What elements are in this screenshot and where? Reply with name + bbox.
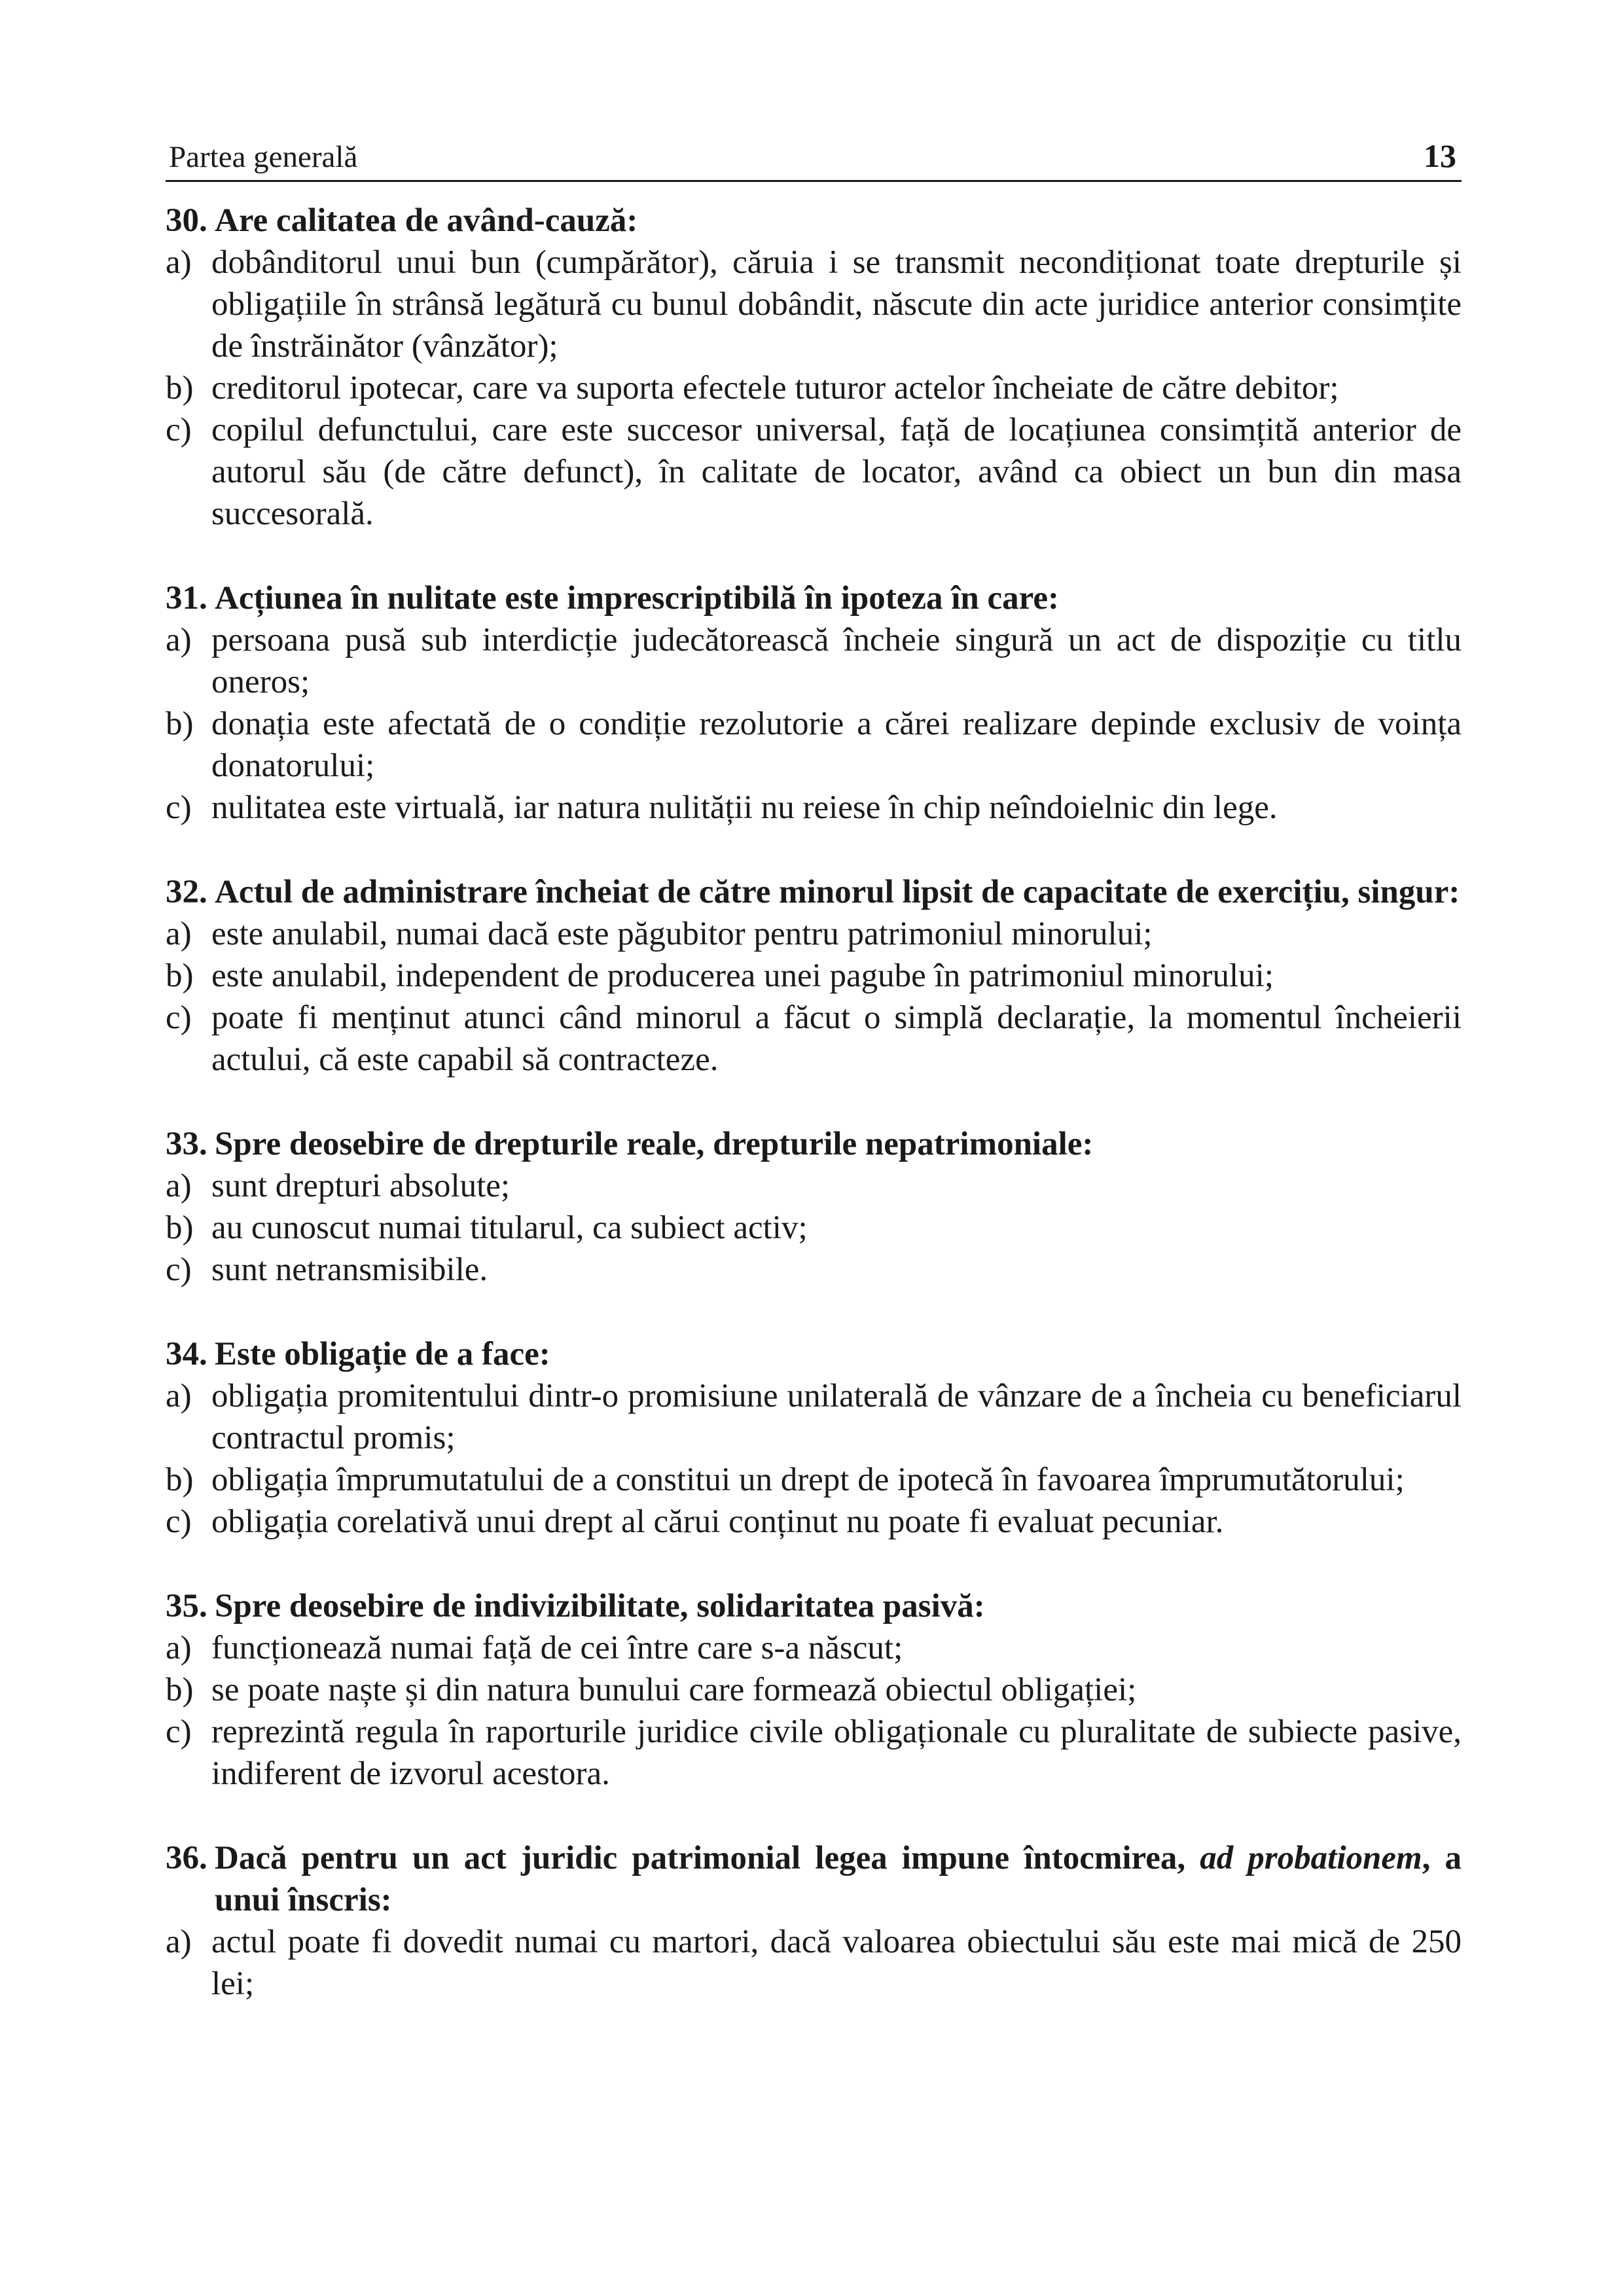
option-letter: b) [166,370,194,406]
answer-option-c [166,997,1462,1081]
page-number: 13 [1424,137,1456,174]
option-text: poate fi menținut atunci când minorul a făcut o simplă declarație, la momentul încheierii actului, că este capabil să contracteze. [211,999,1462,1078]
answer-option-a [166,619,1462,703]
question-text [166,200,1462,242]
option-letter: a) [166,244,192,281]
option-letter: b) [166,1462,194,1498]
option-letter: c) [166,412,192,448]
answer-option-b [166,367,1462,409]
option-text: sunt netransmisibile. [211,1251,488,1288]
question-text [166,1333,1462,1375]
option-text: se poate naște și din natura bunului care formează obiectul obligației; [211,1672,1137,1708]
answer-option-c [166,787,1462,829]
option-letter: a) [166,622,192,658]
option-text: creditorul ipotecar, care va suporta efectele tuturor actelor încheiate de către debitor; [211,370,1339,406]
question-number: 30. [166,202,207,239]
question-33 [166,1123,1462,1291]
option-text: obligația promitentului dintr-o promisiune unilaterală de vânzare de a încheia cu beneficiarul contractul promis; [211,1378,1462,1456]
question-30 [166,200,1462,535]
question-stem: Este obligație de a face: [215,1336,550,1372]
answer-option-a [166,1165,1462,1207]
answer-option-a [166,1627,1462,1669]
question-32 [166,871,1462,1081]
question-text [166,577,1462,619]
option-text: donația este afectată de o condiție rezolutorie a cărei realizare depinde exclusiv de voința donatorului; [211,706,1462,784]
answer-option-a [166,913,1462,955]
option-text: este anulabil, numai dacă este păgubitor pentru patrimoniul minorului; [211,916,1153,952]
question-text [166,1585,1462,1627]
question-stem: Actul de administrare încheiat de către minorul lipsit de capacitate de exercițiu, singur: [215,874,1460,910]
option-letter: c) [166,1251,192,1288]
option-text: este anulabil, independent de producerea unei pagube în patrimoniul minorului; [211,958,1274,994]
question-number: 36. [166,1840,207,1876]
option-text: copilul defunctului, care este succesor universal, față de locațiunea consimțită anterior de autorul său (de către defunct), în calitate de locator, având ca obiect un bun din masa succesorală. [211,412,1462,532]
answer-option-c [166,1501,1462,1543]
option-text: nulitatea este virtuală, iar natura nulității nu reiese în chip neîndoielnic din lege. [211,789,1278,826]
question-number: 32. [166,874,207,910]
answer-option-a [166,1921,1462,2005]
option-letter: b) [166,958,194,994]
question-34 [166,1333,1462,1543]
option-letter: c) [166,1503,192,1540]
running-title: Partea generală [169,140,358,174]
option-letter: c) [166,999,192,1036]
option-letter: a) [166,1168,192,1204]
question-stem-start: Dacă pentru un act juridic patrimonial legea impune întocmirea, [215,1840,1200,1876]
question-stem-italic: ad probationem [1200,1840,1422,1876]
page-header [166,134,1462,182]
question-36 [166,1837,1462,2005]
question-stem: Spre deosebire de drepturile reale, drepturile nepatrimoniale: [215,1126,1094,1162]
answer-option-c [166,409,1462,535]
question-text [166,1837,1462,1921]
option-letter: c) [166,789,192,826]
question-stem: Spre deosebire de indivizibilitate, solidaritatea pasivă: [215,1588,985,1624]
option-text: dobânditorul unui bun (cumpărător), căruia i se transmit necondiționat toate drepturile și obligațiile în strânsă legătură cu bunul dobândit, născute din acte juridice anterior consimțite de înstrăinător (vânzător); [211,244,1462,365]
option-letter: a) [166,1378,192,1414]
option-letter: b) [166,1672,194,1708]
answer-option-b [166,1207,1462,1249]
answer-option-b [166,1669,1462,1711]
option-text: actul poate fi dovedit numai cu martori, dacă valoarea obiectului său este mai mică de 250 lei; [211,1924,1462,2002]
question-stem: Acțiunea în nulitate este imprescriptibilă în ipoteza în care: [215,580,1059,617]
option-letter: c) [166,1713,192,1750]
option-text: persoana pusă sub interdicție judecătorească încheie singură un act de dispoziție cu titlu oneros; [211,622,1462,700]
option-text: sunt drepturi absolute; [211,1168,511,1204]
answer-option-a [166,1375,1462,1459]
option-letter: a) [166,1630,192,1666]
question-text [166,1123,1462,1165]
question-number: 35. [166,1588,207,1624]
question-35 [166,1585,1462,1795]
question-stem: Are calitatea de având-cauză: [215,202,638,239]
option-text: obligația corelativă unui drept al cărui conținut nu poate fi evaluat pecuniar. [211,1503,1224,1540]
questions-list [166,200,1462,2047]
question-number: 33. [166,1126,207,1162]
answer-option-b [166,1459,1462,1501]
answer-option-c [166,1249,1462,1291]
option-letter: b) [166,706,194,742]
option-text: au cunoscut numai titularul, ca subiect activ; [211,1210,808,1246]
option-letter: a) [166,1924,192,1960]
question-stem-end: , a unui înscris: [215,1840,1462,1918]
answer-option-b [166,955,1462,997]
question-number: 34. [166,1336,207,1372]
answer-option-a [166,242,1462,367]
option-text: reprezintă regula în raporturile juridice civile obligaționale cu pluralitate de subiecte pasive, indiferent de izvorul acestora. [211,1713,1462,1792]
option-letter: a) [166,916,192,952]
answer-option-c [166,1711,1462,1795]
question-31 [166,577,1462,829]
option-text: funcționează numai față de cei între care s-a născut; [211,1630,903,1666]
answer-option-b [166,703,1462,787]
option-text: obligația împrumutatului de a constitui un drept de ipotecă în favoarea împrumutătorului; [211,1462,1405,1498]
question-text [166,871,1462,913]
question-number: 31. [166,580,207,617]
option-letter: b) [166,1210,194,1246]
